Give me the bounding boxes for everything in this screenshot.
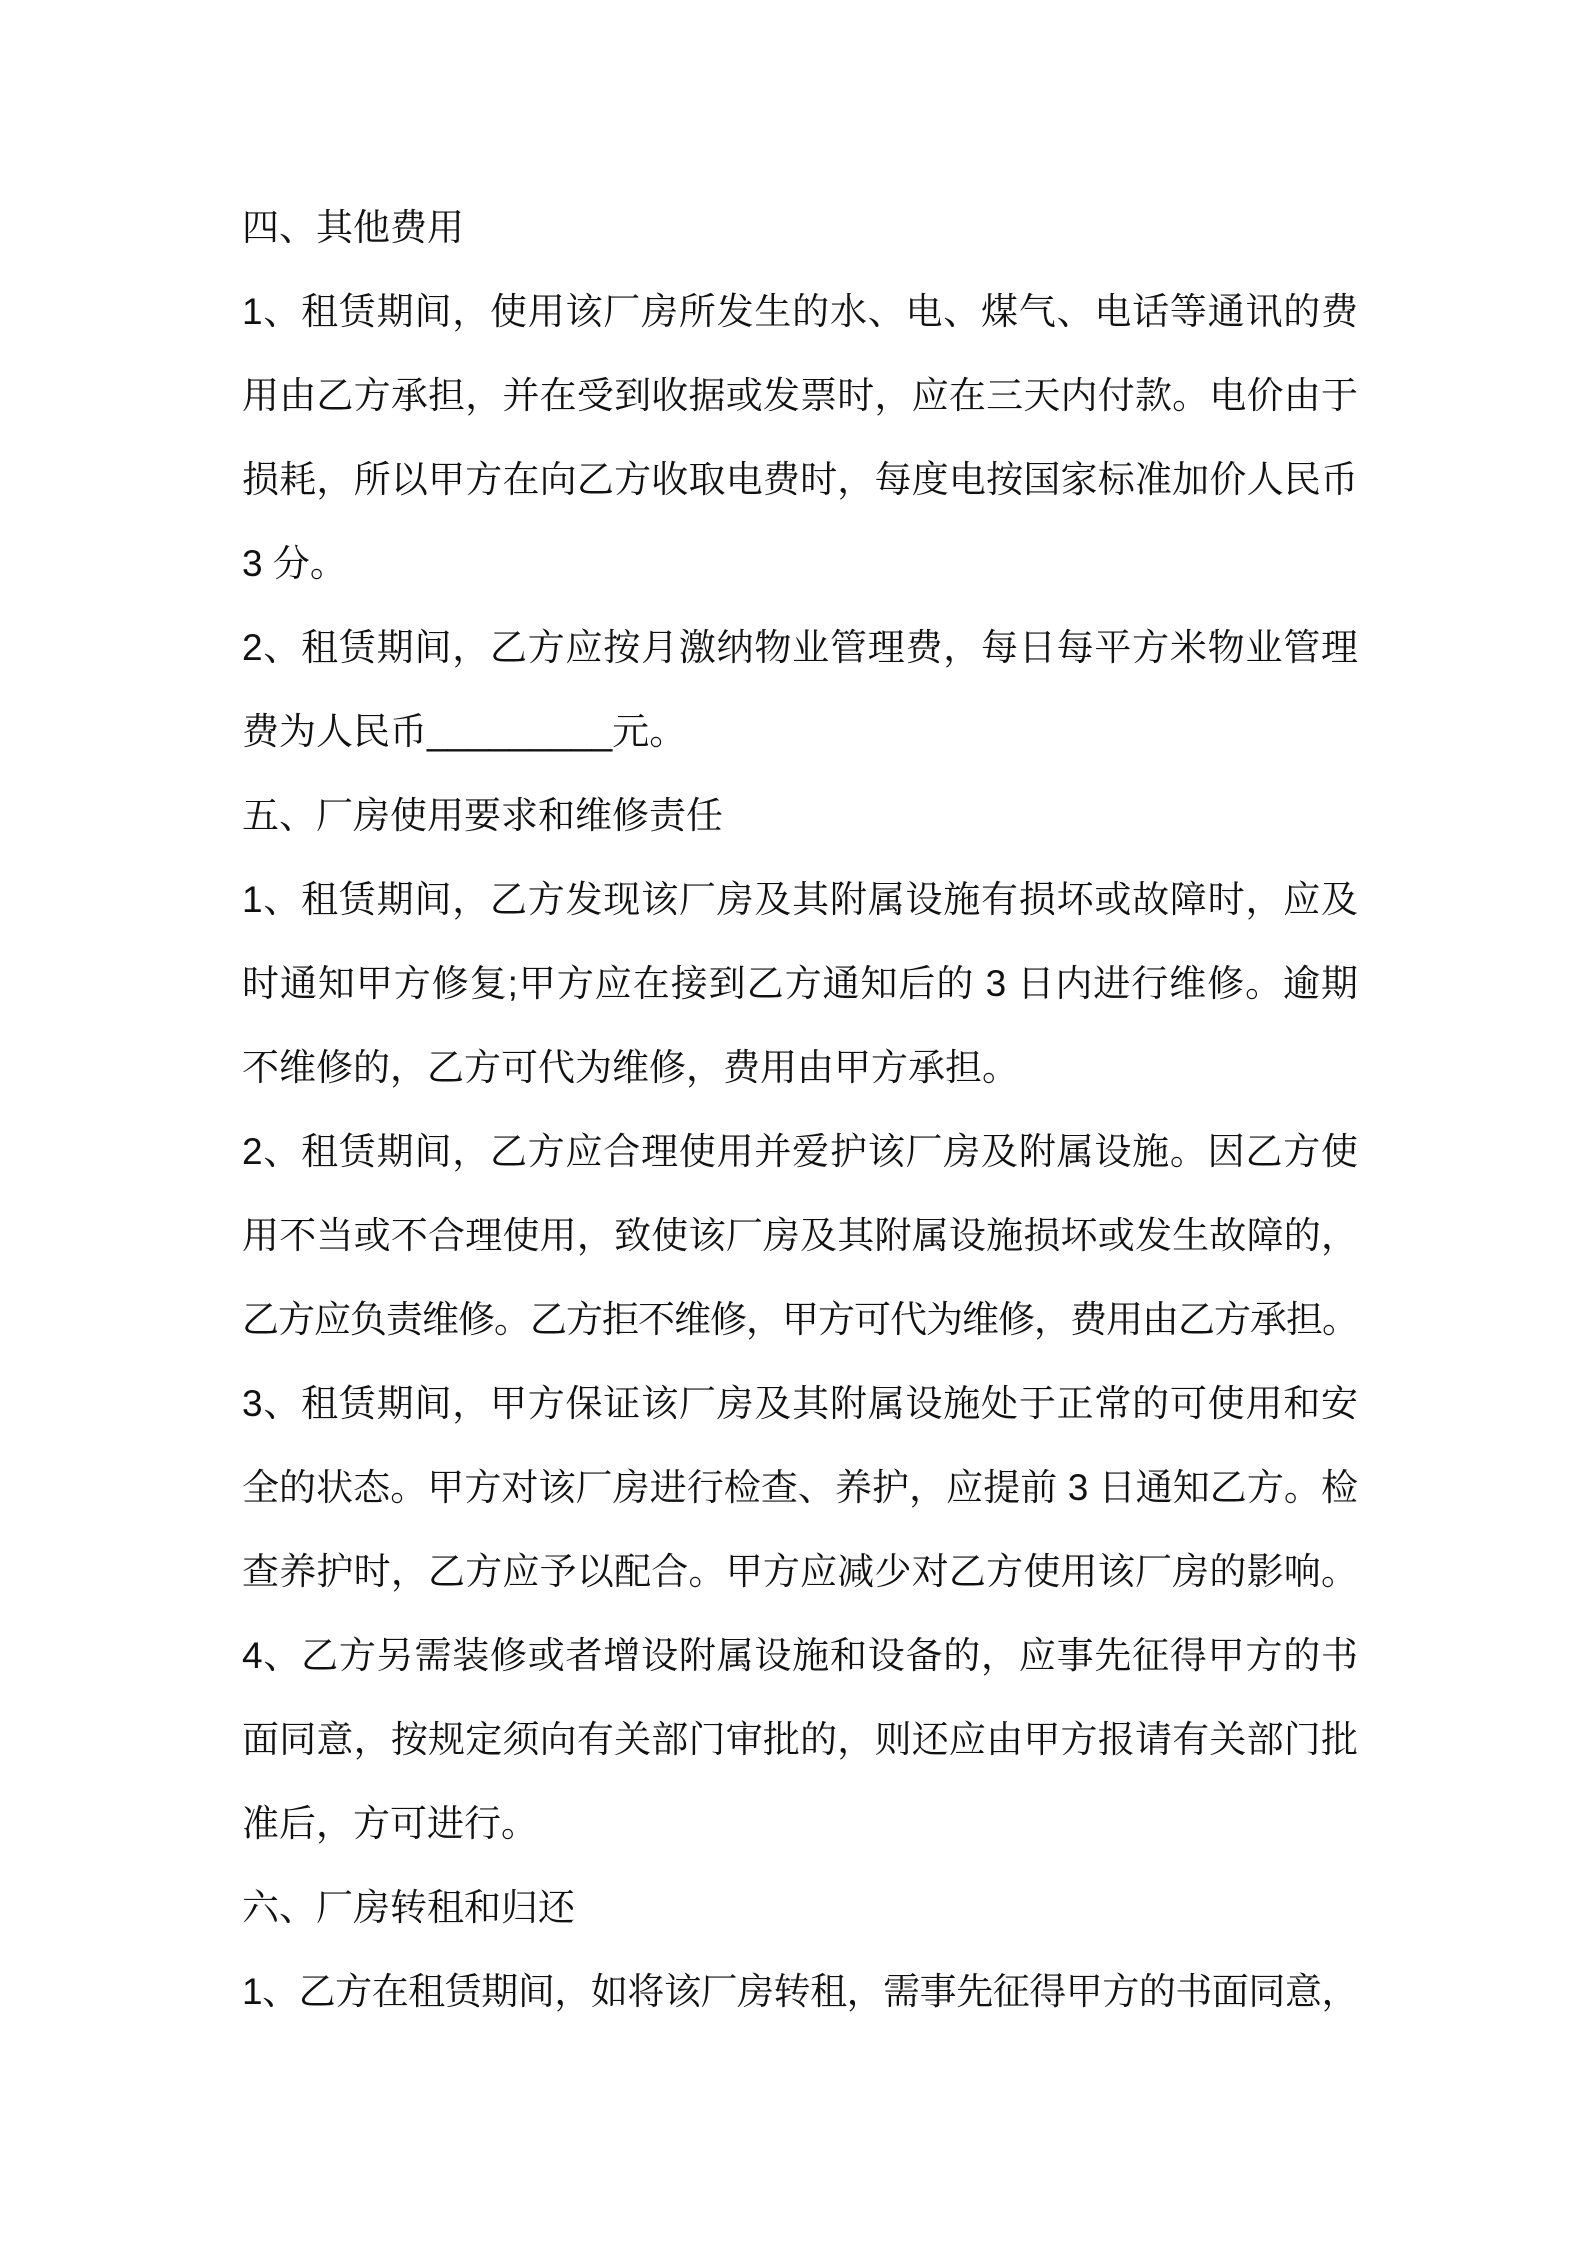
- paragraph-line: 查养护时，乙方应予以配合。甲方应减少对乙方使用该厂房的影响。: [242, 1551, 1358, 1592]
- section-other-fees: [242, 186, 1358, 774]
- paragraph: [242, 270, 1358, 606]
- paragraph-line: 1、租赁期间，使用该厂房所发生的水、电、煤气、电话等通讯的费: [242, 291, 1358, 332]
- section-usage-and-repair: [242, 774, 1358, 1866]
- section-sublease-and-return: [242, 1866, 1358, 2034]
- paragraph: [242, 1950, 1358, 2034]
- paragraph: [242, 606, 1358, 774]
- paragraph-line: 2、租赁期间，乙方应按月激纳物业管理费，每日每平方米物业管理: [242, 627, 1358, 668]
- paragraph-line: 3、租赁期间，甲方保证该厂房及其附属设施处于正常的可使用和安: [242, 1383, 1358, 1424]
- paragraph: [242, 1614, 1358, 1866]
- paragraph-line: 费为人民币_________元。: [242, 711, 687, 752]
- paragraph-line: 2、租赁期间，乙方应合理使用并爱护该厂房及附属设施。因乙方使: [242, 1131, 1358, 1172]
- paragraph-line: 乙方应负责维修。乙方拒不维修，甲方可代为维修，费用由乙方承担。: [242, 1299, 1358, 1340]
- paragraph-line: 时通知甲方修复;甲方应在接到乙方通知后的 3 日内进行维修。逾期: [242, 963, 1358, 1004]
- paragraph-line: 准后，方可进行。: [242, 1803, 538, 1844]
- paragraph-line: 不维修的，乙方可代为维修，费用由甲方承担。: [242, 1047, 1019, 1088]
- paragraph: [242, 858, 1358, 1110]
- paragraph-line: 4、乙方另需装修或者增设附属设施和设备的，应事先征得甲方的书: [242, 1635, 1358, 1676]
- paragraph-line: 1、租赁期间，乙方发现该厂房及其附属设施有损坏或故障时，应及: [242, 879, 1358, 920]
- paragraph: [242, 1362, 1358, 1614]
- document-body: [242, 186, 1358, 2034]
- section-heading: 六、厂房转租和归还: [242, 1887, 575, 1928]
- paragraph-line: 面同意，按规定须向有关部门审批的，则还应由甲方报请有关部门批: [242, 1719, 1358, 1760]
- paragraph-line: 全的状态。甲方对该厂房进行检查、养护，应提前 3 日通知乙方。检: [242, 1467, 1358, 1508]
- paragraph-line: 用由乙方承担，并在受到收据或发票时，应在三天内付款。电价由于: [242, 375, 1358, 416]
- section-heading: 四、其他费用: [242, 207, 464, 248]
- paragraph-line: 3 分。: [242, 543, 347, 584]
- paragraph-line: 1、乙方在租赁期间，如将该厂房转租，需事先征得甲方的书面同意，: [242, 1971, 1358, 2012]
- paragraph: [242, 1110, 1358, 1362]
- paragraph-line: 用不当或不合理使用，致使该厂房及其附属设施损坏或发生故障的，: [242, 1215, 1358, 1256]
- paragraph-line: 损耗，所以甲方在向乙方收取电费时，每度电按国家标准加价人民币: [242, 459, 1358, 500]
- section-heading: 五、厂房使用要求和维修责任: [242, 795, 723, 836]
